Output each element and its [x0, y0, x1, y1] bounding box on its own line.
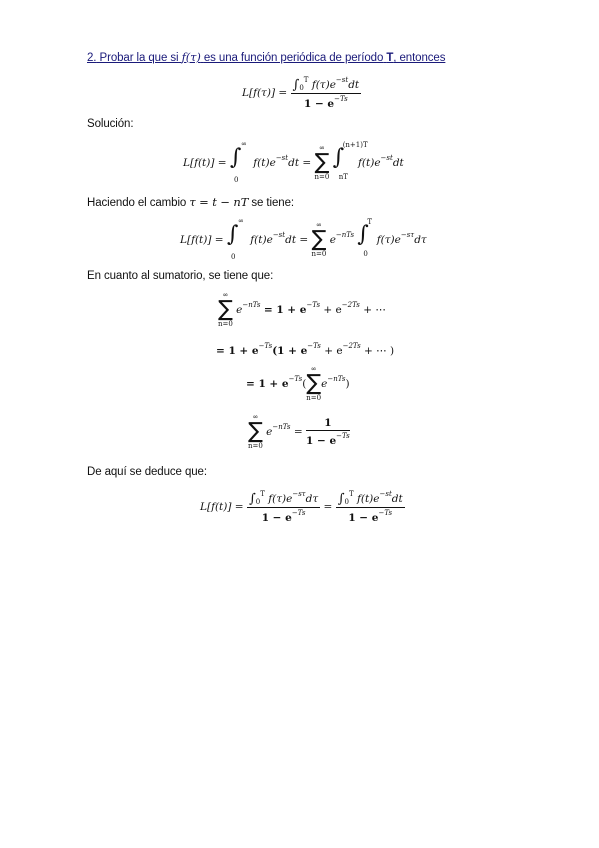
equation-6: = $1 + e^{-Ts}$( ∞ ∑ n=0 $e^{-nTs}$): [246, 365, 350, 402]
eq1-lhs: L[f(τ)] =: [242, 87, 288, 99]
eq1-fraction: $\frac{\int_0^T f(\tau)e^{-st}dt}{1 - e^{-Ts}}$: [292, 76, 360, 110]
statement-after: es una función periódica de período: [203, 52, 384, 64]
sum-label: En cuanto al sumatorio, se tiene que:: [87, 270, 274, 282]
equation-4: ∞ ∑ n=0 $e^{-nTs} = 1 + e^{-Ts} + e^{-2Ts}$ + ⋯: [218, 291, 386, 328]
statement-before: Probar la que si: [99, 52, 179, 64]
equation-5: = $1 + e^{-Ts}(1 + e^{-Ts} + e^{-2Ts}$ + ⋯ ): [216, 342, 395, 357]
statement-function: f(τ): [181, 50, 201, 64]
deduce-label: De aquí se deduce que:: [87, 466, 207, 478]
equation-7: ∞ ∑ n=0 $e^{-nTs}$ = $\frac{1}{1 - e^{-Ts}}$: [248, 413, 350, 450]
solution-label: Solución:: [87, 118, 134, 130]
statement-period: T: [386, 52, 394, 64]
problem-statement: [87, 50, 445, 64]
equation-3: L[f(t)] = ∫ ∞ 0 $f(t)e^{-st}dt$ = ∞ ∑ n=0 $e^{-nTs}$ ∫ T 0 $f(\tau)e^{-s\tau}d\tau$: [180, 217, 427, 261]
equation-1: [242, 76, 361, 110]
equation-8: L[f(t)] = $\frac{\int_0^T f(\tau)e^{-s\tau}d\tau}{1 - e^{-Ts}}$ = $\frac{\int_0^T f(t)e^{-st}dt}{1 - e^{-Ts}}$: [200, 490, 403, 524]
change-of-variable-label: Haciendo el cambio τ = t − nT se tiene:: [87, 195, 294, 209]
equation-2: L[f(t)] = ∫ ∞ 0 $f(t)e^{-st}dt$ = ∞ ∑ n=0 ∫ (n+1)T nT $f(t)e^{-st}dt$: [183, 140, 404, 184]
statement-end: , entonces: [393, 52, 446, 64]
problem-number: 2.: [87, 52, 97, 64]
